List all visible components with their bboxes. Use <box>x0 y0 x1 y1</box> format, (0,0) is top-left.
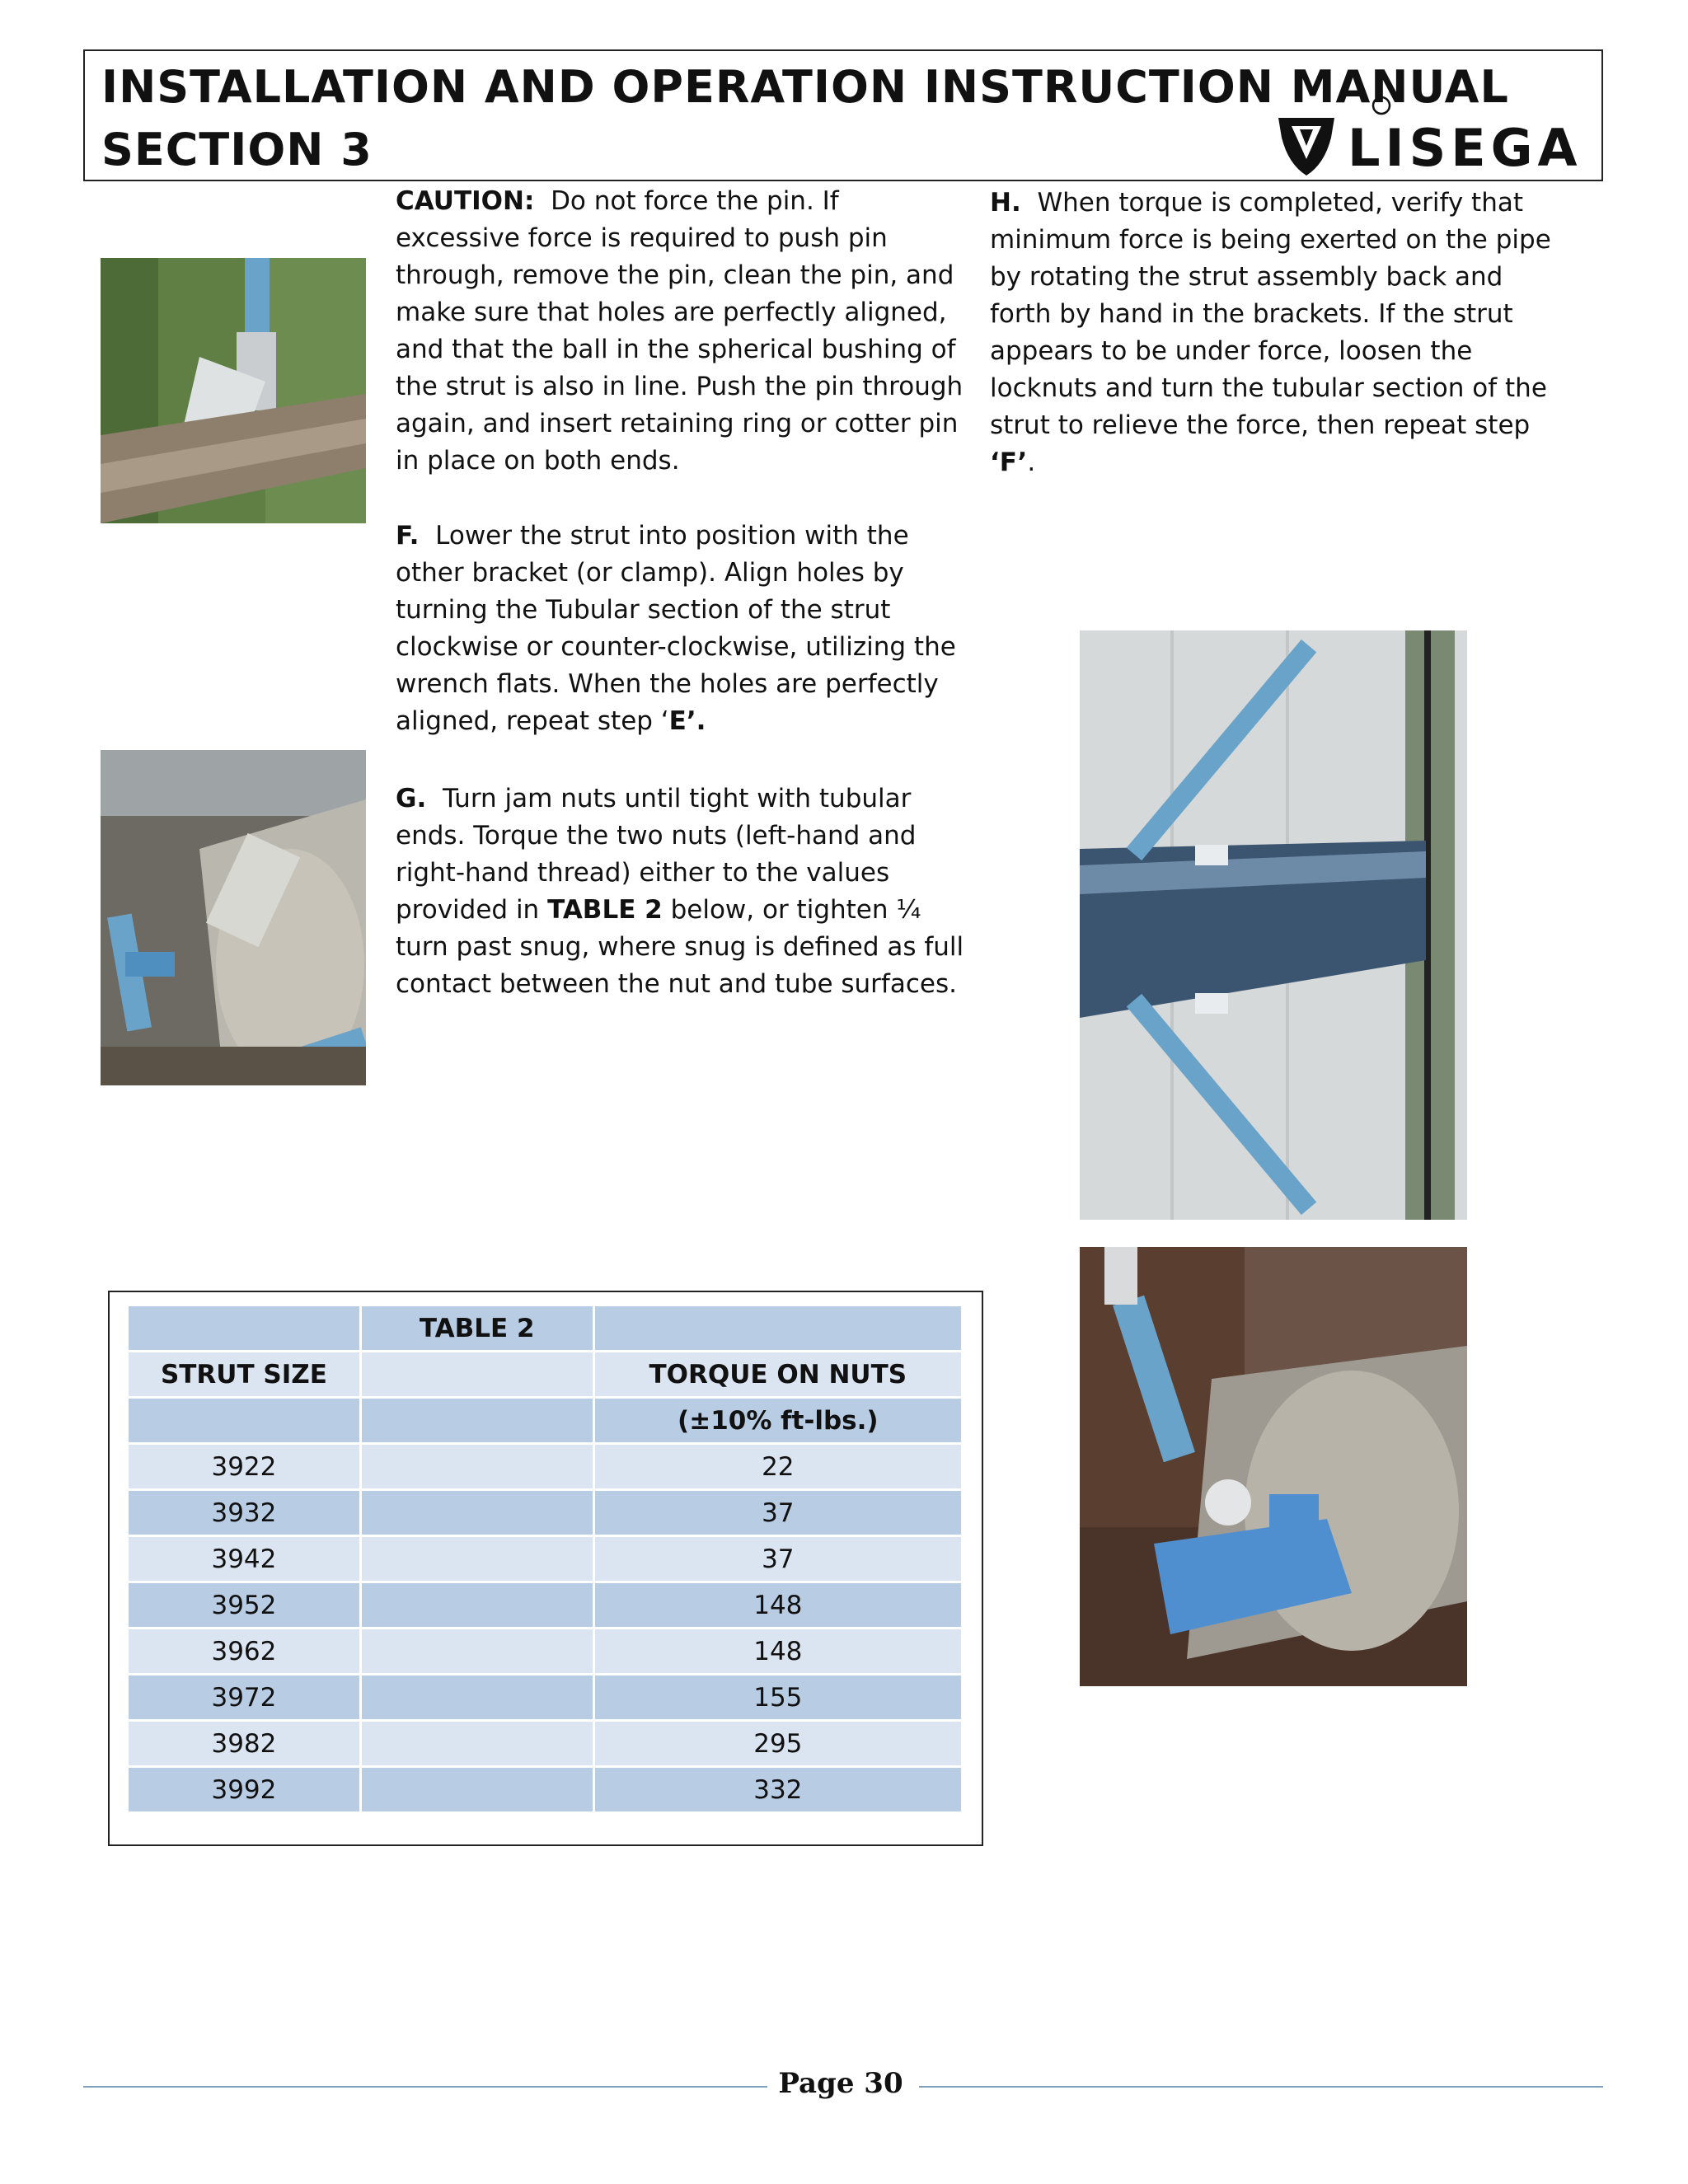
step-h-text: When torque is completed, verify that minimum force is being exerted on the pipe by rotating the strut assembly back and forth by hand in the brackets. If the strut appears to be under force, loosen the locknuts and turn the tubular section of the strut to relieve the force, then repeat step <box>990 188 1551 440</box>
step-h-tail: . <box>1027 448 1036 477</box>
step-g-text-after: below, or tighten ¼ turn past snug, where snug is defined as full contact between the nut and tube surfaces. <box>396 895 964 999</box>
strut-size-cell: 3952 <box>128 1582 361 1629</box>
col-header-unit: (±10% ft-lbs.) <box>593 1398 962 1444</box>
torque-cell: 332 <box>593 1767 962 1813</box>
photo-strut-pair-on-pipe <box>1080 630 1467 1220</box>
strut-size-cell: 3922 <box>128 1444 361 1490</box>
torque-cell: 37 <box>593 1490 962 1536</box>
page-header <box>83 49 1603 181</box>
table-row <box>128 1582 963 1629</box>
strut-size-cell: 3992 <box>128 1767 361 1813</box>
logo-ring-icon <box>1371 95 1392 116</box>
lisega-logo <box>1273 113 1582 179</box>
footer-rule-left <box>83 2086 767 2088</box>
step-f-paragraph <box>396 518 964 740</box>
lisega-emblem-icon <box>1273 113 1339 179</box>
col-header-torque: TORQUE ON NUTS <box>593 1352 962 1398</box>
caution-paragraph <box>396 183 964 480</box>
section-title: SECTION 3 <box>101 124 373 176</box>
strut-size-cell: 3962 <box>128 1629 361 1675</box>
table-header-row <box>128 1398 963 1444</box>
table-title: TABLE 2 <box>360 1305 593 1352</box>
strut-size-cell: 3942 <box>128 1536 361 1582</box>
step-h-ref: ‘F’ <box>990 448 1028 477</box>
step-h-label: H. <box>990 188 1021 218</box>
strut-size-cell: 3972 <box>128 1675 361 1721</box>
torque-cell: 155 <box>593 1675 962 1721</box>
torque-cell: 148 <box>593 1629 962 1675</box>
table-row <box>128 1490 963 1536</box>
step-f-ref: E’. <box>668 706 706 736</box>
photo-strut-assembly <box>101 750 366 1085</box>
torque-table <box>126 1304 964 1814</box>
col-header-strut-size: STRUT SIZE <box>128 1352 361 1398</box>
table-row <box>128 1444 963 1490</box>
step-g-paragraph <box>396 780 964 1003</box>
strut-size-cell: 3982 <box>128 1721 361 1767</box>
torque-table-frame <box>108 1291 983 1846</box>
torque-cell: 148 <box>593 1582 962 1629</box>
table-row <box>128 1629 963 1675</box>
photo-strut-bracket <box>101 258 366 523</box>
table-row <box>128 1675 963 1721</box>
footer-rule-right <box>919 2086 1603 2088</box>
table-header-row <box>128 1305 963 1352</box>
torque-cell: 22 <box>593 1444 962 1490</box>
manual-title: INSTALLATION AND OPERATION INSTRUCTION MANUAL <box>101 61 1509 113</box>
caution-label: CAUTION: <box>396 186 535 216</box>
step-f-label: F. <box>396 521 420 551</box>
step-g-label: G. <box>396 784 427 813</box>
step-g-ref: TABLE 2 <box>547 895 663 925</box>
table-header-row <box>128 1352 963 1398</box>
torque-cell: 37 <box>593 1536 962 1582</box>
table-row <box>128 1721 963 1767</box>
step-f-text: Lower the strut into position with the other bracket (or clamp). Align holes by turning the Tubular section of the strut clockwise or counter-clockwise, utilizing the wrench flats. When the holes are perfectly aligned, repeat step ‘ <box>396 521 956 736</box>
strut-size-cell: 3932 <box>128 1490 361 1536</box>
photo-strut-clamp <box>1080 1247 1467 1686</box>
step-g-text-before: Turn jam nuts until tight with tubular ends. Torque the two nuts (left-hand and right-hand thread) either to the values provided in <box>396 784 917 925</box>
page-number: Page 30 <box>778 2067 903 2100</box>
torque-cell: 295 <box>593 1721 962 1767</box>
logo-text: LISEGA <box>1348 118 1582 178</box>
step-h-paragraph <box>990 185 1567 481</box>
caution-text: Do not force the pin. If excessive force is required to push pin through, remove the pin, clean the pin, and make sure that holes are perfectly aligned, and that the ball in the spherical bushing of the strut is also in line. Push the pin through again, and insert retaining ring or cotter pin in place on both ends. <box>396 186 964 476</box>
table-row <box>128 1767 963 1813</box>
table-row <box>128 1536 963 1582</box>
